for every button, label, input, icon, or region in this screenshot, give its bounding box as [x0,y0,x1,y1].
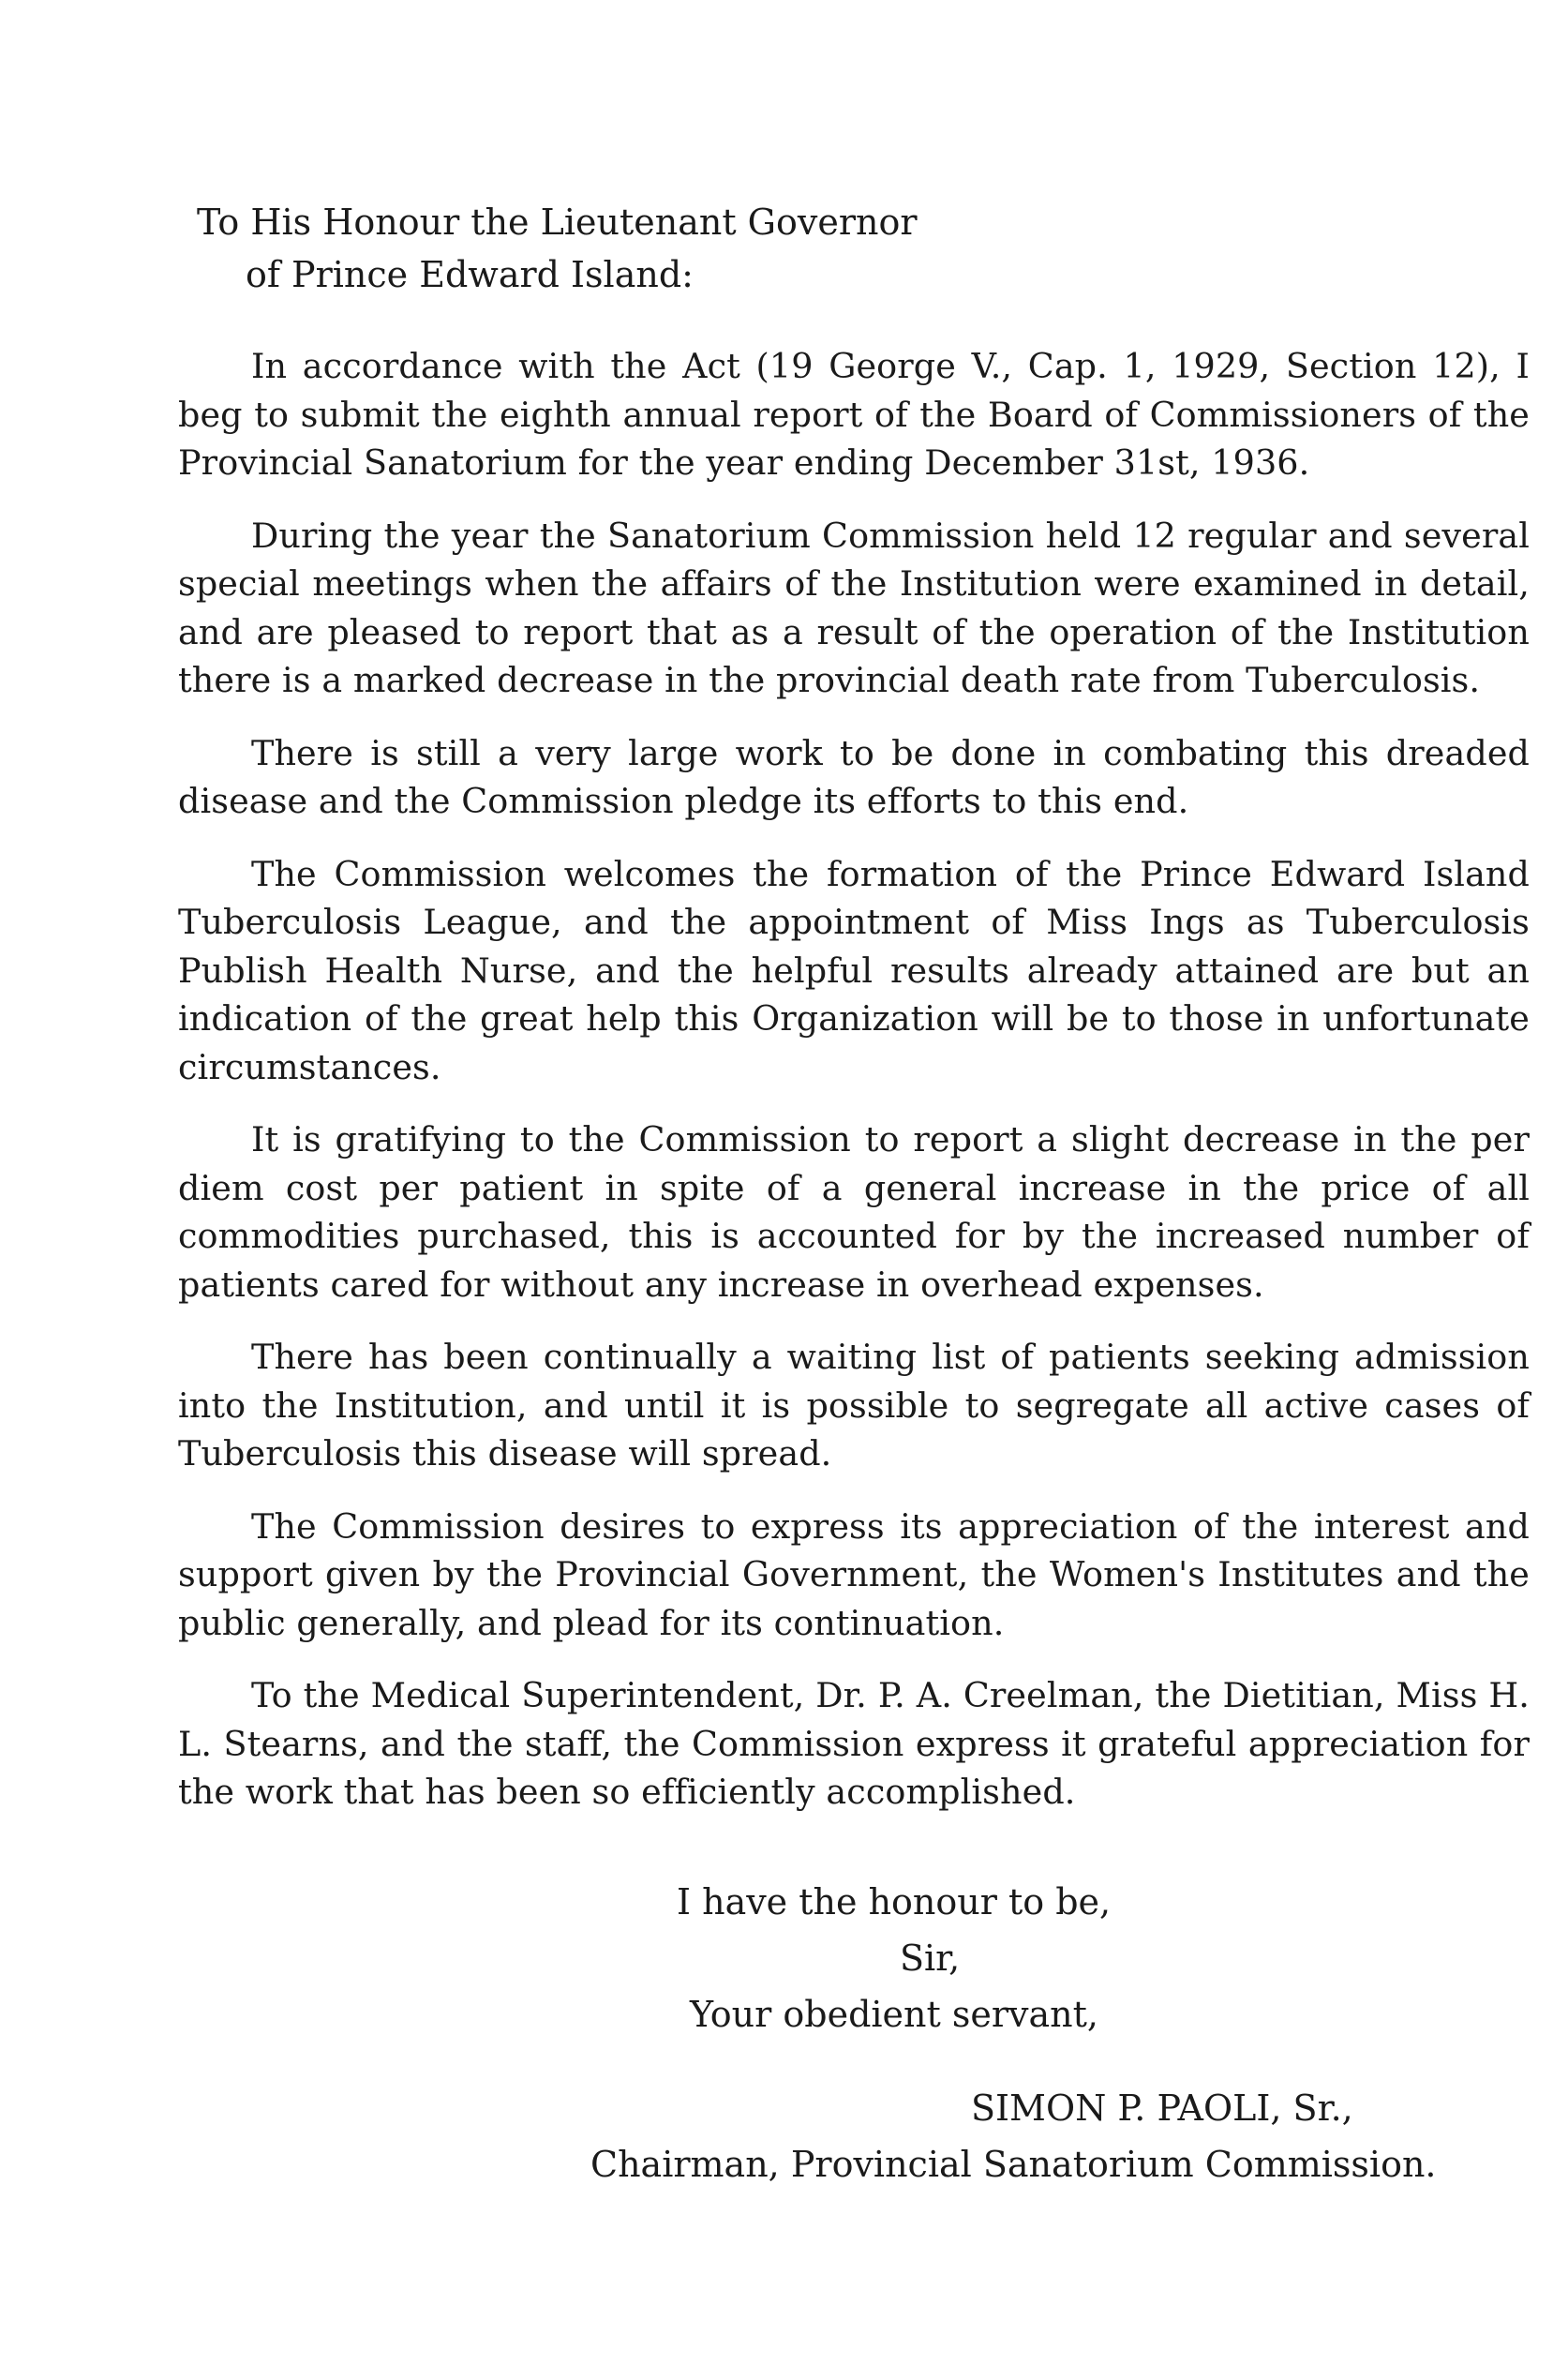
signature-name: SIMON P. PAOLI, Sr., [971,2087,1353,2129]
address-line-2: of Prince Edward Island: [246,254,694,295]
closing-salutation: Sir, [900,1938,961,1979]
paragraph-meetings: During the year the Sanatorium Commission held 12 regular and several special meetings when the affairs of the Institution were examined in detail, and are pleased to report that as a result of the operation of the Institution there is a marked decrease in the provincial death rate from Tuberculosis. [178,515,1530,700]
paragraph-per-diem-cost: It is gratifying to the Commission to report a slight decrease in the per diem cost per patient in spite of a general increase in the price of all commodities purchased, this is accounted for by the increased number of patients cared for without any increase in overhead expenses. [178,1119,1530,1305]
paragraph-staff-thanks: To the Medical Superintendent, Dr. P. A. Creelman, the Dietitian, Miss H. L. Stearns, and the staff, the Commission express it grateful appreciation for the work that has been so efficiently accomplished. [178,1675,1530,1812]
closing-obedient-servant: Your obedient servant, [690,1994,1098,2035]
paragraph-tuberculosis-league: The Commission welcomes the formation of the Prince Edward Island Tuberculosis League, and the appointment of Miss Ings as Tuberculosis Publish Health Nurse, and the helpful results already attained are but an indication of the great help this Organization will be to those in unfortunate circumstances. [178,853,1530,1087]
paragraph-work-remaining: There is still a very large work to be done in combating this dreaded disease and the Commission pledge its efforts to this end. [178,732,1530,821]
paragraph-appreciation: The Commission desires to express its appreciation of the interest and support given by the Provincial Government, the Women's Institutes and the public generally, and plead for its continuation. [178,1505,1530,1643]
address-line-1: To His Honour the Lieutenant Governor [197,202,918,243]
paragraph-submission: In accordance with the Act (19 George V., Cap. 1, 1929, Section 12), I beg to submit the eighth annual report of the Board of Commissioners of the Provincial Sanatorium for the year ending December 31st, 1936. [178,346,1530,483]
letter-body [178,342,1530,1841]
paragraph-waiting-list: There has been continually a waiting list of patients seeking admission into the Institution, and until it is possible to segregate all active cases of Tuberculosis this disease will spread. [178,1337,1530,1474]
closing-honour-line: I have the honour to be, [677,1881,1112,1923]
signature-title: Chairman, Provincial Sanatorium Commission. [590,2144,1437,2185]
